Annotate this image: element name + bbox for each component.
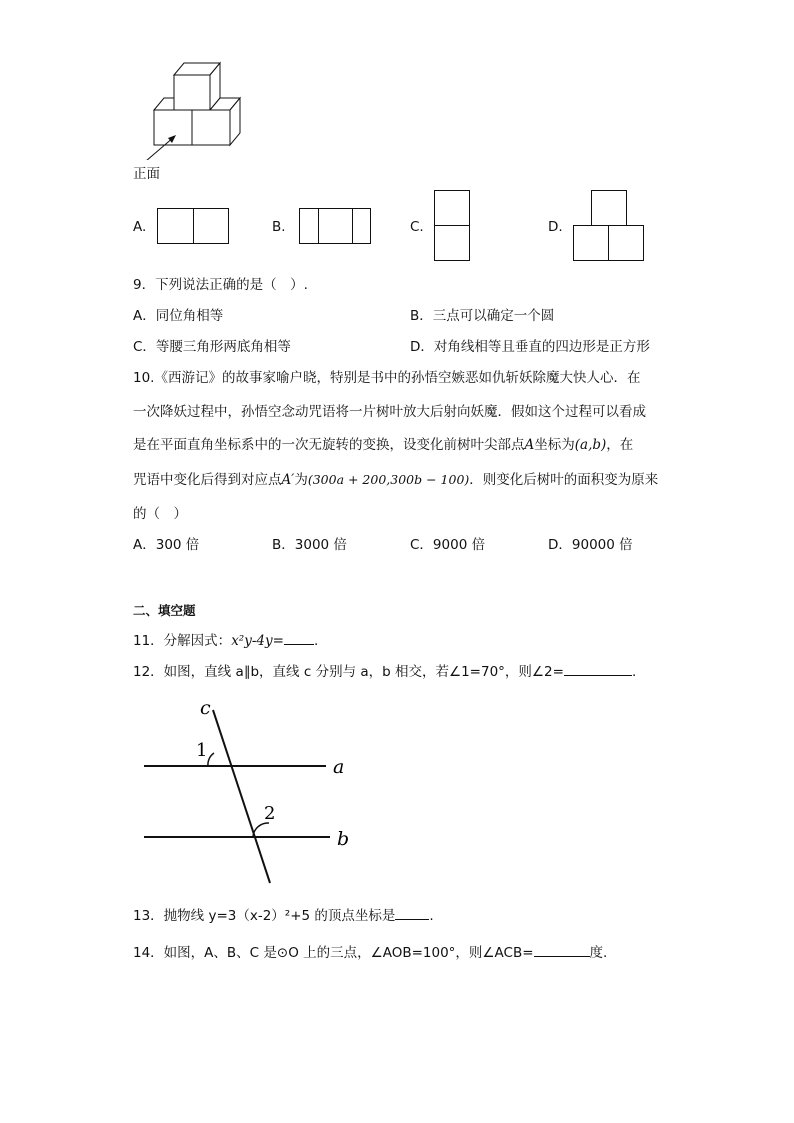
q8-option-b-shape bbox=[299, 208, 371, 244]
q11-prefix: 11．分解因式： bbox=[133, 633, 232, 649]
label-c: c bbox=[200, 697, 211, 719]
q14 bbox=[133, 942, 607, 962]
q10-point-a: A bbox=[524, 437, 535, 453]
q10-line-4-b: 为 bbox=[294, 472, 308, 488]
q9-option-b: B．三点可以确定一个圆 bbox=[410, 308, 555, 324]
q10-line-3-c: ，在 bbox=[606, 437, 634, 453]
q13 bbox=[133, 905, 434, 925]
q9-option-d: D．对角线相等且垂直的四边形是正方形 bbox=[410, 339, 650, 355]
parallel-lines-figure bbox=[130, 690, 370, 890]
q9-stem: 9．下列说法正确的是（ ）. bbox=[133, 277, 308, 293]
q13-text: 13．抛物线 y=3（x-2）²+5 的顶点坐标是 bbox=[133, 908, 396, 924]
label-angle-1: 1 bbox=[196, 740, 208, 761]
cube-stack-figure bbox=[130, 55, 250, 160]
q10-line-4 bbox=[133, 471, 658, 489]
q14-suffix: 度. bbox=[589, 945, 608, 961]
q12-suffix: . bbox=[631, 664, 637, 680]
angle-2-arc bbox=[253, 823, 269, 837]
q8-option-b-divider-2 bbox=[352, 208, 353, 244]
q8-option-c-bottom bbox=[434, 225, 470, 261]
q10-line-4-c: ．则变化后树叶的面积变为原来 bbox=[469, 472, 659, 488]
q10-line-2: 一次降妖过程中，孙悟空念动咒语将一片树叶放大后射向妖魔．假如这个过程可以看成 bbox=[133, 404, 646, 420]
q8-option-a-letter: A. bbox=[133, 219, 147, 235]
q10-option-d: D．90000 倍 bbox=[548, 537, 633, 553]
section-heading-fill-in: 二、填空题 bbox=[133, 603, 196, 618]
q8-option-d-letter: D. bbox=[548, 219, 563, 235]
q14-text: 14．如图，A、B、C 是⊙O 上的三点，∠AOB=100°，则∠ACB= bbox=[133, 945, 534, 961]
q12 bbox=[133, 661, 636, 681]
q10-coord-original: (a,b) bbox=[574, 437, 607, 453]
label-angle-2: 2 bbox=[264, 803, 276, 824]
q10-line-3-a: 是在平面直角坐标系中的一次无旋转的变换，设变化前树叶尖部点 bbox=[133, 437, 525, 453]
q8-option-b-letter: B. bbox=[272, 219, 286, 235]
q9-option-a: A．同位角相等 bbox=[133, 308, 224, 324]
q8-option-d-top bbox=[591, 190, 627, 226]
q10-option-c: C．9000 倍 bbox=[410, 537, 486, 553]
q12-answer-blank bbox=[564, 661, 632, 676]
q8-option-c-letter: C. bbox=[410, 219, 424, 235]
q8-option-c-top bbox=[434, 190, 470, 226]
q11-answer-blank bbox=[284, 630, 314, 645]
q11-suffix: . bbox=[313, 633, 319, 649]
q11-expression: x²y-4y= bbox=[231, 633, 284, 649]
line-c bbox=[213, 710, 270, 883]
angle-1-arc bbox=[208, 753, 214, 766]
label-a: a bbox=[333, 756, 345, 778]
q13-suffix: . bbox=[429, 908, 434, 924]
q14-answer-blank bbox=[534, 942, 590, 957]
q12-text: 12．如图，直线 a∥b，直线 c 分别与 a，b 相交，若∠1=70°，则∠2= bbox=[133, 664, 564, 680]
q13-answer-blank bbox=[395, 905, 429, 920]
q10-line-1: 10.《西游记》的故事家喻户晓，特别是书中的孙悟空嫉恶如仇斩妖除魔大快人心．在 bbox=[133, 370, 641, 386]
q10-line-3-b: 坐标为 bbox=[534, 437, 575, 453]
front-view-label: 正面 bbox=[133, 166, 160, 182]
q10-line-4-a: 咒语中变化后得到对应点 bbox=[133, 472, 282, 488]
q8-option-a-divider bbox=[193, 208, 194, 244]
q10-option-a: A．300 倍 bbox=[133, 537, 200, 553]
q10-option-b: B．3000 倍 bbox=[272, 537, 347, 553]
q10-line-5: 的（ ） bbox=[133, 506, 187, 522]
q8-option-b-divider-1 bbox=[318, 208, 319, 244]
q10-point-a-prime: A′ bbox=[281, 472, 295, 488]
q9-option-c: C．等腰三角形两底角相等 bbox=[133, 339, 291, 355]
q8-option-d-bottom-left bbox=[573, 225, 609, 261]
q10-line-3 bbox=[133, 436, 633, 454]
q11 bbox=[133, 630, 318, 650]
q8-option-d-bottom-right bbox=[608, 225, 644, 261]
q10-coord-transformed: (300a + 200,300b − 100) bbox=[307, 472, 470, 487]
label-b: b bbox=[337, 828, 350, 850]
